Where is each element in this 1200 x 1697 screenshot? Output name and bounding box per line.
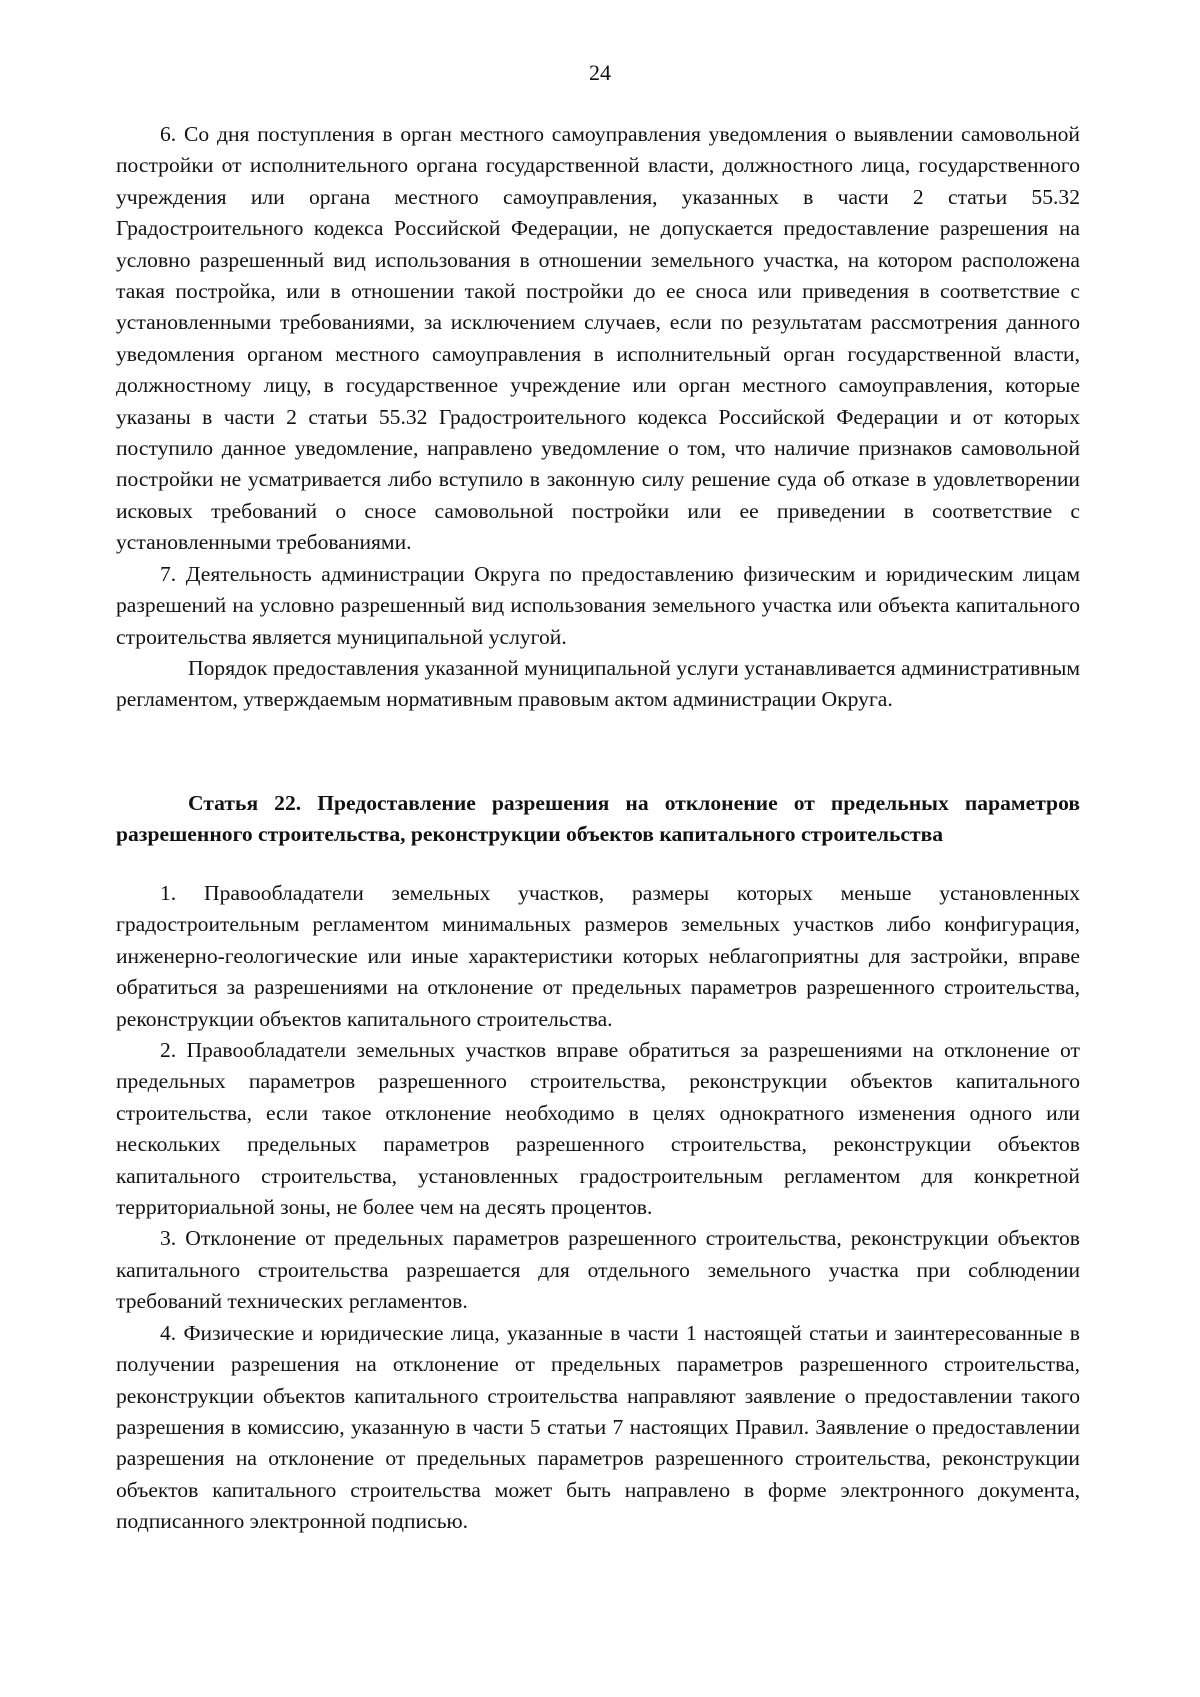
article-paragraph-3: 3. Отклонение от предельных параметров разрешенного строительства, реконструкции объектов капитального строительства разрешается для отдельного земельного участка при соблюдении требований технических регламентов. [116, 1226, 1080, 1314]
article-heading: Статья 22. Предоставление разрешения на отклонение от предельных параметров разрешенного строительства, реконструкции объектов капитального строительства [116, 791, 1080, 847]
page-number: 24 [589, 60, 611, 85]
paragraph-6: 6. Со дня поступления в орган местного самоуправления уведомления о выявлении самовольной постройки от исполнительного органа государственной власти, должностного лица, государственного учреждения или органа местного самоуправления, указанных в части 2 статьи 55.32 Градостроительного кодекса Российской Федерации, не допускается предоставление разрешения на условно разрешенный вид использования в отношении земельного участка, на котором расположена такая постройка, или в отношении такой постройки до ее сноса или приведения в соответствие с установленными требованиями, за исключением случаев, если по результатам рассмотрения данного уведомления органом местного самоуправления в исполнительный орган государственной власти, должностному лицу, в государственное учреждение или орган местного самоуправления, которые указаны в части 2 статьи 55.32 Градостроительного кодекса Российской Федерации и от которых поступило данное уведомление, направлено уведомление о том, что наличие признаков самовольной постройки не усматривается либо вступило в законную силу решение суда об отказе в удовлетворении исковых требований о сносе самовольной постройки или ее приведении в соответствие с установленными требованиями. [116, 122, 1080, 555]
article-heading-block [116, 788, 1080, 851]
paragraph-7: 7. Деятельность администрации Округа по предоставлению физическим и юридическим лицам разрешений на условно разрешенный вид использования земельного участка или объекта капитального строительства является муниципальной услугой. [116, 561, 1080, 649]
section-before [116, 119, 1080, 716]
article-body [116, 878, 1080, 1538]
article-paragraph-4: 4. Физические и юридические лица, указанные в части 1 настоящей статьи и заинтересованные в получении разрешения на отклонение от предельных параметров разрешенного строительства, реконструкции объектов капитального строительства направляют заявление о предоставлении такого разрешения в комиссию, указанную в части 5 статьи 7 настоящих Правил. Заявление о предоставлении разрешения на отклонение от предельных параметров разрешенного строительства, реконструкции объектов капитального строительства может быть направлено в форме электронного документа, подписанного электронной подписью. [116, 1320, 1080, 1534]
paragraph-procedure: Порядок предоставления указанной муниципальной услуги устанавливается административным регламентом, утверждаемым нормативным правовым актом администрации Округа. [116, 655, 1080, 712]
article-paragraph-2: 2. Правообладатели земельных участков вправе обратиться за разрешениями на отклонение от предельных параметров разрешенного строительства, реконструкции объектов капитального строительства, если такое отклонение необходимо в целях однократного изменения одного или нескольких предельных параметров разрешенного строительства, реконструкции объектов капитального строительства, установленных градостроительным регламентом для конкретной территориальной зоны, не более чем на десять процентов. [116, 1038, 1080, 1220]
article-paragraph-1: 1. Правообладатели земельных участков, размеры которых меньше установленных градостроительным регламентом минимальных размеров земельных участков либо конфигурация, инженерно-геологические или иные характеристики которых неблагоприятны для застройки, вправе обратиться за разрешениями на отклонение от предельных параметров разрешенного строительства, реконструкции объектов капитального строительства. [116, 881, 1080, 1031]
